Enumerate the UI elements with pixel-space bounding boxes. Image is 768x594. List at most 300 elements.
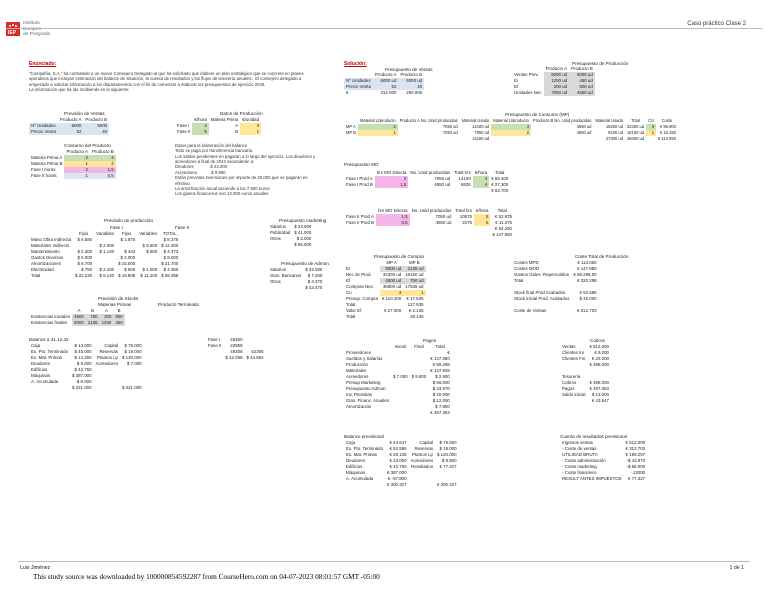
- table-cell: Deudores: [31, 361, 51, 367]
- table-cell: 200: [100, 314, 114, 320]
- table-cell: € 64.250: [494, 226, 512, 232]
- table-cell: Capital: [419, 440, 434, 446]
- table-row: [268, 285, 324, 291]
- table-cell: Fase II Prod B: [346, 220, 375, 226]
- table-cell: $ 20.000: [432, 392, 450, 398]
- table-cell: € 127.935: [430, 368, 450, 374]
- table-cell: 127.935: [407, 302, 424, 308]
- table-cell: 1,5: [375, 182, 409, 188]
- table-cell: Presup Marketing: [346, 380, 381, 386]
- table-cell: 5000 ud: [569, 72, 595, 78]
- column-header: Fijos: [122, 231, 132, 237]
- table-cell: [491, 136, 531, 142]
- table-cell: $ 9.800: [411, 374, 427, 380]
- table-cell: Clientes Ini: [562, 350, 584, 356]
- table-cell: € 147.950: [492, 232, 512, 238]
- consumo-producto-table: [29, 149, 116, 179]
- table-cell: -$ 66.000: [626, 464, 646, 470]
- column-header: CU: [648, 118, 654, 124]
- consumo-producto-title: Consumo del Producto: [64, 143, 111, 148]
- sol-cobros-title: Cobros: [590, 338, 605, 343]
- table-cell: $ 6.580: [77, 237, 93, 243]
- sol-produccion-table: [512, 66, 595, 96]
- table-cell: - Coste administración: [562, 458, 606, 464]
- table-cell: Ex. Pto. Terminado: [31, 349, 69, 355]
- table-row: [512, 296, 599, 302]
- column-header: Total hrs: [455, 208, 472, 214]
- table-cell: [410, 410, 429, 416]
- table-cell: $ 6.000: [77, 255, 93, 261]
- table-cell: [473, 188, 489, 194]
- table-row: [29, 320, 125, 326]
- table-cell: $ 75.000: [439, 440, 457, 446]
- table-row: [344, 90, 424, 96]
- column-header: €/hora: [474, 170, 488, 176]
- table-cell: 16150 ud: [626, 130, 645, 136]
- table-cell: [560, 398, 587, 404]
- column-header: €/hora: [194, 117, 207, 123]
- table-cell: Caja: [346, 440, 356, 446]
- table-cell: Acreedores: [346, 374, 369, 380]
- table-cell: $ 321.000: [122, 385, 142, 391]
- table-cell: 750 ud: [403, 278, 425, 284]
- table-cell: € 498.000: [589, 362, 609, 368]
- table-cell: € 16.150: [659, 130, 676, 136]
- table-cell: Fase I Prod B: [346, 182, 373, 188]
- table-row: [344, 458, 459, 464]
- table-cell: 2: [491, 130, 531, 136]
- table-cell: 4500 ud: [380, 278, 403, 284]
- sol-pagos-table: [344, 344, 452, 416]
- table-row: [344, 136, 678, 142]
- table-cell: $ 1.140: [99, 249, 115, 255]
- table-cell: 7050 ud: [442, 124, 458, 130]
- table-cell: $ 32.000: [305, 267, 323, 273]
- table-cell: A: [235, 123, 239, 129]
- table-cell: Máquinas: [31, 373, 51, 379]
- table-cell: 14100: [458, 176, 471, 182]
- table-row: [29, 349, 144, 355]
- table-cell: Ptamos Lp: [412, 452, 434, 458]
- column-header: Producto A No. Unid producidas: [399, 118, 458, 124]
- sol-consumo-table: [344, 118, 678, 142]
- table-cell: Costes MPD: [514, 260, 539, 266]
- table-cell: Sueldos y Salarios: [346, 356, 383, 362]
- table-cell: $ 1.875: [120, 237, 136, 243]
- table-cell: € -97.800: [388, 476, 407, 482]
- table-cell: 0,5: [376, 220, 410, 226]
- table-cell: Fase II horas: [31, 173, 57, 179]
- table-cell: Fase I: [208, 337, 221, 343]
- table-cell: 2: [64, 155, 89, 161]
- table-cell: $ 4.350: [163, 267, 179, 273]
- table-cell: Fase II: [177, 129, 191, 135]
- table-row: [560, 398, 611, 404]
- table-row: [344, 188, 510, 194]
- sol-compra-title: Presupuesto de Compra: [374, 254, 424, 259]
- table-cell: Materia Prima A: [31, 155, 63, 161]
- sol-consumo-title: Presupuesto de Consumo (MP): [505, 112, 570, 117]
- table-cell: Amortización: [346, 404, 372, 410]
- table-cell: € 43.647: [389, 440, 407, 446]
- table-cell: $ 2.000: [99, 243, 115, 249]
- table-cell: $ 45.000: [579, 296, 597, 302]
- table-cell: Ex. Mat. Primas: [346, 452, 377, 458]
- table-cell: [646, 136, 656, 142]
- table-cell: $ 321.000: [72, 385, 92, 391]
- table-cell: 7050 ud: [435, 214, 452, 220]
- table-cell: [94, 385, 120, 391]
- table-cell: 1,5: [90, 167, 116, 173]
- table-cell: € 110.400: [381, 296, 402, 302]
- table-cell: $ 19.808: [118, 273, 136, 279]
- sol-resultados-title: Cuenta de resultados previsional: [560, 434, 627, 439]
- table-cell: Ef: [346, 278, 351, 284]
- table-cell: [452, 188, 473, 194]
- table-cell: $ 2.000: [296, 236, 312, 242]
- table-cell: 6000 ud: [544, 72, 569, 78]
- fase1-label: Fase I: [110, 225, 123, 230]
- table-cell: € 467.353: [589, 386, 609, 392]
- table-cell: Capital: [104, 343, 119, 349]
- table-cell: $ 66.000: [432, 380, 450, 386]
- table-cell: 16150 ud: [405, 272, 424, 278]
- table-cell: Tesorería: [562, 374, 581, 380]
- table-cell: Gastos Gales. Repercutidos: [514, 272, 569, 278]
- table-cell: € 23.000: [389, 458, 407, 464]
- column-header: Producto B: [85, 117, 108, 123]
- table-cell: € 59.298,00: [573, 272, 597, 278]
- balance-2042-title: Balance a 31.12.42: [29, 337, 69, 342]
- table-cell: 4550 ud: [569, 90, 595, 96]
- stocks-mp-title: Materias Primas: [98, 302, 132, 307]
- table-cell: $ 59.398: [161, 273, 179, 279]
- table-row: [175, 129, 261, 135]
- column-header: €/unidad: [242, 117, 260, 123]
- table-cell: 1: [64, 161, 89, 167]
- prevision-ventas-title: Previsión de Ventas: [64, 111, 105, 116]
- table-cell: $ 19.000: [124, 349, 142, 355]
- footer-divider: [18, 561, 750, 562]
- table-cell: [408, 188, 452, 194]
- table-cell: € 300.327: [437, 482, 457, 488]
- table-row: [268, 273, 324, 279]
- table-cell: € 52.875: [494, 214, 512, 220]
- sol-balance-table: [344, 440, 459, 488]
- column-header: Materia Prima: [210, 117, 239, 123]
- table-cell: Otros: [270, 279, 281, 285]
- table-cell: [376, 232, 410, 238]
- table-cell: - Coste de ventas: [562, 446, 597, 452]
- table-cell: € 11.375: [495, 220, 512, 226]
- column-header: Total: [435, 344, 445, 350]
- table-cell: $ 6.700: [77, 261, 93, 267]
- table-cell: [380, 314, 403, 320]
- table-cell: €: [346, 90, 349, 96]
- table-cell: 40: [398, 84, 424, 90]
- table-cell: 49308: [230, 349, 243, 355]
- table-row: [344, 284, 426, 290]
- column-header: Material Usado: [595, 118, 623, 124]
- table-cell: [344, 410, 391, 416]
- table-cell: MP A: [346, 124, 356, 130]
- column-header: Producto B No. Unid producidas: [532, 118, 592, 124]
- table-cell: 21150 ud: [472, 136, 490, 142]
- table-cell: Amortizaciones: [31, 261, 62, 267]
- table-cell: [453, 232, 474, 238]
- balance-2042-table: [29, 343, 144, 391]
- table-cell: 17535 ud: [405, 284, 424, 290]
- table-cell: 5: [474, 220, 490, 226]
- marketing-table: [268, 224, 313, 248]
- table-row: [344, 314, 426, 320]
- datos-produccion-table: [175, 117, 261, 135]
- table-cell: A. Acumulada: [346, 476, 374, 482]
- column-header: Coste: [661, 118, 673, 124]
- table-cell: $ 433: [124, 249, 136, 255]
- table-cell: € 467.353: [430, 410, 450, 416]
- table-cell: Precio Venta: [346, 84, 371, 90]
- column-header: Material U/producto: [359, 118, 396, 124]
- table-cell: 4: [473, 176, 489, 182]
- download-note: This study source was downloaded by 100000854592287 from CourseHero.com on 04-07-2023 08:01:57 GMT -05:00: [33, 572, 380, 581]
- table-cell: Ingresos ventas: [562, 440, 593, 446]
- table-cell: Fase I: [177, 123, 190, 129]
- table-cell: $ 500: [146, 249, 158, 255]
- table-cell: Cu: [346, 290, 352, 296]
- table-cell: $ 9.600: [142, 243, 158, 249]
- table-cell: € 23.000: [591, 356, 609, 362]
- table-cell: 4: [491, 124, 531, 130]
- table-row: [560, 476, 647, 482]
- column-header: Material Usado: [461, 118, 490, 124]
- institute-name: Instituto Europeo de Posgrado: [23, 21, 51, 38]
- table-cell: 900: [115, 314, 123, 320]
- table-cell: 2135: [87, 320, 98, 326]
- table-cell: MP B: [346, 130, 356, 136]
- sol-resultados-table: [560, 440, 647, 482]
- table-cell: 450 ud: [569, 78, 595, 84]
- table-cell: 1250 ud: [544, 78, 569, 84]
- table-cell: $ 387.000: [72, 373, 92, 379]
- table-cell: $ 41.000: [294, 230, 312, 236]
- prevision-produccion-title: Previsión de producción: [104, 218, 154, 223]
- table-cell: 4: [192, 123, 208, 129]
- table-cell: 52305: [251, 349, 264, 355]
- table-cell: 5: [192, 129, 208, 135]
- table-cell: Edificios: [346, 464, 363, 470]
- column-header: B: [117, 308, 121, 314]
- sol-balance-title: Balance previsional: [344, 434, 384, 439]
- table-row: [512, 72, 595, 78]
- column-header: Variables: [96, 231, 115, 237]
- table-cell: $ 12.300: [161, 243, 179, 249]
- table-cell: €: [447, 350, 450, 356]
- table-cell: Inv. Previstas: [346, 392, 373, 398]
- table-cell: Publicidad: [270, 230, 291, 236]
- table-cell: Total: [346, 302, 356, 308]
- table-cell: € 512.000: [589, 344, 609, 350]
- table-cell: [206, 355, 223, 361]
- datos-produccion-title: Datos de Producción: [220, 111, 263, 116]
- table-cell: 3: [240, 123, 261, 129]
- table-cell: Acreedores: [95, 361, 119, 367]
- table-row: [512, 272, 599, 278]
- table-cell: 1: [64, 173, 89, 179]
- table-cell: Salarios: [270, 267, 286, 273]
- table-cell: -$ 9.000: [75, 379, 92, 385]
- table-cell: € 77.327: [628, 476, 646, 482]
- column-header: MP A: [386, 260, 397, 266]
- table-cell: 3: [646, 124, 656, 130]
- table-cell: Máquinas: [346, 470, 366, 476]
- table-cell: [344, 188, 375, 194]
- table-cell: -12000: [631, 470, 646, 476]
- prevision-ventas-table: [29, 117, 109, 135]
- table-cell: € 199.297: [625, 452, 646, 458]
- sol-cobros-table: [560, 344, 611, 404]
- table-cell: Materia Prima B: [31, 161, 63, 167]
- column-header: Producto B: [571, 66, 593, 72]
- table-cell: € 42.750: [389, 464, 407, 470]
- table-cell: Reservas: [414, 446, 434, 452]
- table-cell: 7050 ud: [544, 90, 569, 96]
- table-cell: Fase II: [208, 343, 222, 349]
- table-cell: $ 15.000: [118, 261, 136, 267]
- table-cell: 1: [403, 290, 425, 296]
- table-cell: $ 13.000: [74, 343, 92, 349]
- table-cell: 450: [115, 320, 123, 326]
- table-cell: Coste de Ventas: [514, 308, 547, 314]
- column-header: TOTAL: [162, 231, 177, 237]
- table-cell: 4550 ud: [576, 130, 592, 136]
- page-number: 1 de 1: [729, 565, 744, 571]
- column-header: Producto B: [400, 72, 423, 78]
- table-cell: Electricidad: [31, 267, 54, 273]
- table-cell: 2: [358, 124, 398, 130]
- table-cell: Fase I horas: [31, 167, 56, 173]
- table-cell: Producción: [346, 362, 368, 368]
- column-header: hrs MO Directa: [376, 170, 407, 176]
- table-cell: $ 750: [81, 267, 93, 273]
- column-header: Material U/producto: [493, 118, 529, 124]
- table-cell: Ei: [514, 78, 518, 84]
- table-cell: $ 13.000: [591, 392, 609, 398]
- table-cell: 32300 ud: [626, 124, 645, 130]
- table-cell: A. Acumulada: [31, 379, 59, 385]
- table-cell: Precio Venta: [31, 129, 56, 135]
- table-cell: € 29.135: [389, 452, 407, 458]
- table-cell: 2: [64, 167, 89, 173]
- table-cell: [29, 385, 70, 391]
- table-cell: $ 120.000: [437, 452, 457, 458]
- column-header: Total: [495, 170, 505, 176]
- table-cell: 200.000: [406, 90, 423, 96]
- column-header: Total: [497, 208, 507, 214]
- table-cell: Acreedores: [410, 458, 434, 464]
- table-cell: $ 7.000: [126, 361, 142, 367]
- table-row: [344, 78, 424, 84]
- table-cell: $ 7.800: [435, 404, 450, 410]
- table-cell: [344, 136, 358, 142]
- table-cell: $ 2.000: [120, 255, 136, 261]
- sol-compra-table: [344, 260, 426, 320]
- table-cell: $ 21.700: [161, 261, 179, 267]
- table-cell: 32300 ud: [382, 272, 402, 278]
- table-cell: € 9.000: [594, 350, 609, 356]
- table-cell: 26350: [230, 337, 243, 343]
- table-cell: Nº Unidades: [344, 78, 373, 84]
- table-cell: Materiales: [346, 368, 367, 374]
- table-row: [29, 273, 180, 279]
- column-header: Inicial: [394, 344, 406, 350]
- table-row: [512, 308, 599, 314]
- table-cell: € 59.298: [432, 362, 450, 368]
- table-cell: Compras Nec.: [346, 284, 375, 290]
- table-row: [268, 242, 313, 248]
- table-row: [344, 482, 459, 488]
- table-cell: Gtos. Bancarios: [270, 273, 302, 279]
- table-cell: Ex. Pto. Terminado: [346, 446, 384, 452]
- table-cell: $ 6.140: [99, 273, 115, 279]
- table-cell: [375, 188, 409, 194]
- table-cell: 40: [83, 129, 109, 135]
- table-cell: $ 4.373: [163, 249, 179, 255]
- table-cell: 6000 ud: [373, 78, 398, 84]
- column-header: Total: [631, 118, 640, 124]
- table-cell: Existencias iniciales: [31, 314, 71, 320]
- table-cell: Ex. Mat. Primas: [31, 355, 62, 361]
- admon-title: Presupuesto de Admon.: [281, 261, 331, 266]
- table-cell: € 147.950: [430, 356, 450, 362]
- table-cell: Pagos: [562, 386, 575, 392]
- table-cell: Reservas: [99, 349, 119, 355]
- table-cell: Costes MOD: [514, 266, 540, 272]
- table-cell: [409, 482, 435, 488]
- column-header: hrs MO Directa: [378, 208, 408, 214]
- table-cell: - Coste marketing: [562, 464, 597, 470]
- table-cell: $ 22.230: [75, 273, 93, 279]
- table-cell: $ 4.370: [307, 279, 323, 285]
- sol-produccion-title: Presupuesto de Producción: [572, 61, 629, 66]
- column-header: Producto A: [59, 117, 82, 123]
- table-cell: Ventas: [562, 344, 576, 350]
- table-cell: € 320.298: [577, 278, 597, 284]
- table-row: [29, 385, 144, 391]
- stocks-title: Previsión de Stocks: [98, 296, 139, 301]
- table-cell: € 300.327: [387, 482, 407, 488]
- table-cell: 10575: [459, 214, 472, 220]
- table-cell: Stock final Prod Acabados: [514, 290, 566, 296]
- table-cell: $ 9.800: [441, 458, 457, 464]
- table-cell: 1: [240, 129, 261, 135]
- column-header: A: [105, 308, 108, 314]
- column-header: Final: [414, 344, 424, 350]
- table-cell: 2: [375, 176, 409, 182]
- table-cell: 27300 ud: [605, 136, 623, 142]
- table-cell: $ 11.100: [140, 273, 158, 279]
- table-cell: Nº Unidades: [29, 123, 58, 129]
- table-cell: 7050 ud: [442, 130, 458, 136]
- table-cell: $ 1.000: [142, 267, 158, 273]
- table-cell: $ 43.970: [432, 386, 450, 392]
- table-cell: € 312.703: [577, 308, 597, 314]
- table-cell: 36800 ud: [382, 284, 402, 290]
- table-cell: 14100 ud: [472, 124, 490, 130]
- table-row: [512, 90, 595, 96]
- table-cell: Unidades Nec: [514, 90, 542, 96]
- column-header: Producto B: [91, 149, 114, 155]
